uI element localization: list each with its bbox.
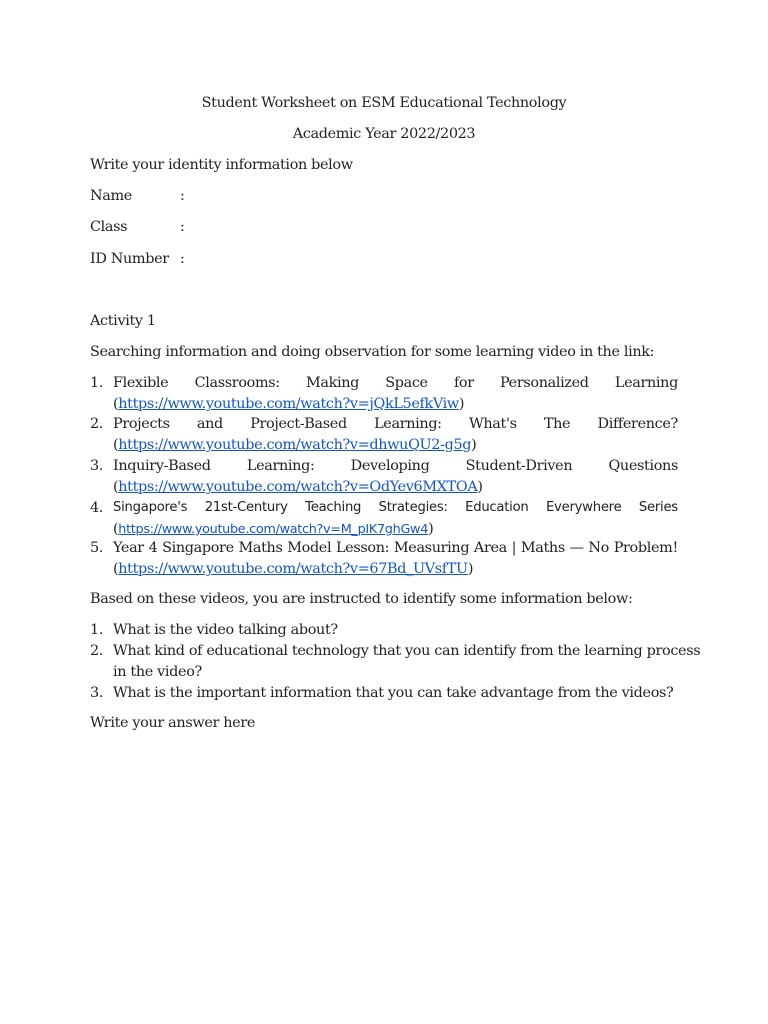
title-word: Questions [608,458,678,474]
page-title: Student Worksheet on ESM Educational Technology [201,95,567,111]
title-word: Student-Driven [465,458,573,474]
title-word: What's [468,416,517,432]
title-word: Area [473,540,507,556]
title-word: Project-Based [250,416,347,432]
title-word: Learning [614,375,678,391]
title-word: Inquiry-Based [113,458,211,474]
paren-open: ( [113,396,119,412]
paren-close: ) [477,479,483,495]
question-text: What is the important information that you can take advantage from the videos? [113,685,674,701]
title-word: 21st-Century [204,500,288,515]
list-number: 2. [90,416,104,432]
activity-intro: Searching information and doing observation for some learning video in the link: [90,344,655,360]
question-text: What kind of educational technology that you can identify from the learning process [113,643,701,659]
field-label: Name [90,188,132,204]
video-title [113,456,678,476]
video-title [113,538,678,558]
paren-open: ( [113,479,119,495]
title-word: Teaching [305,500,362,515]
title-word: Problem! [613,540,678,556]
list-number: 5. [90,540,104,556]
paren-open: ( [113,437,119,453]
title-word: Difference? [597,416,678,432]
video-link-wrap [113,394,678,414]
title-word: Lesson: [335,540,390,556]
field-label: Class [90,219,128,235]
identity-instruction: Write your identity information below [90,157,353,173]
answer-prompt: Write your answer here [90,715,256,731]
title-word: Model [287,540,332,556]
field-colon: : [180,251,185,267]
paren-close: ) [428,521,434,537]
title-word: Making [306,375,360,391]
activity-title: Activity 1 [90,313,156,329]
title-word: for [453,375,474,391]
list-number: 1. [90,375,104,391]
paren-close: ) [458,396,465,412]
video-link-wrap [113,519,678,540]
question-text: in the video? [113,664,202,680]
title-word: Everywhere [545,500,622,515]
title-word: 4 [148,540,158,556]
video-link[interactable]: https://www.youtube.com/watch?v=M_pIK7ghGw4 [118,522,429,537]
list-number: 3. [90,685,104,701]
video-link-wrap [113,435,678,455]
field-label: ID Number [90,251,169,267]
video-title [113,498,678,518]
title-word: — [569,540,584,556]
paren-close: ) [471,437,477,453]
video-link-wrap [113,477,678,497]
title-word: Learning: [246,458,315,474]
questions-instruction: Based on these videos, you are instructed to identify some information below: [90,591,633,607]
list-number: 3. [90,458,104,474]
title-word: Flexible [113,375,169,391]
title-word: Projects [113,416,170,432]
list-number: 1. [90,622,104,638]
video-title [113,373,678,393]
video-title [113,414,678,434]
list-number: 2. [90,643,104,659]
paren-open: ( [113,521,119,537]
academic-year: Academic Year 2022/2023 [292,126,476,142]
video-link-wrap [113,559,678,579]
video-link[interactable]: https://www.youtube.com/watch?v=dhwuQU2-g5g [118,437,472,453]
video-link[interactable]: https://www.youtube.com/watch?v=jQkL5efkViw [118,396,459,412]
title-word: Space [385,375,428,391]
paren-open: ( [113,561,119,577]
title-word: Singapore's [113,500,188,515]
question-text: What is the video talking about? [113,622,338,638]
title-word: Series [638,500,678,515]
video-link[interactable]: https://www.youtube.com/watch?v=67Bd_UVsfTU [118,561,468,577]
title-word: | [511,540,517,556]
title-word: Classrooms: [194,375,280,391]
title-word: Maths [520,540,565,556]
paren-close: ) [467,561,474,577]
title-word: and [196,416,223,432]
field-colon: : [180,219,185,235]
title-word: Strategies: [378,500,448,515]
title-word: Maths [238,540,283,556]
video-link[interactable]: https://www.youtube.com/watch?v=OdYev6MXTOA [118,479,478,495]
title-word: Learning: [374,416,442,432]
title-word: The [543,416,571,432]
title-word: Singapore [162,540,234,556]
title-word: Year [113,540,144,556]
title-word: Personalized [500,375,589,391]
field-colon: : [180,188,185,204]
title-word: No [588,540,609,556]
list-number: 4. [90,500,104,516]
title-word: Developing [350,458,430,474]
title-word: Education [465,500,529,515]
title-word: Measuring [393,540,470,556]
